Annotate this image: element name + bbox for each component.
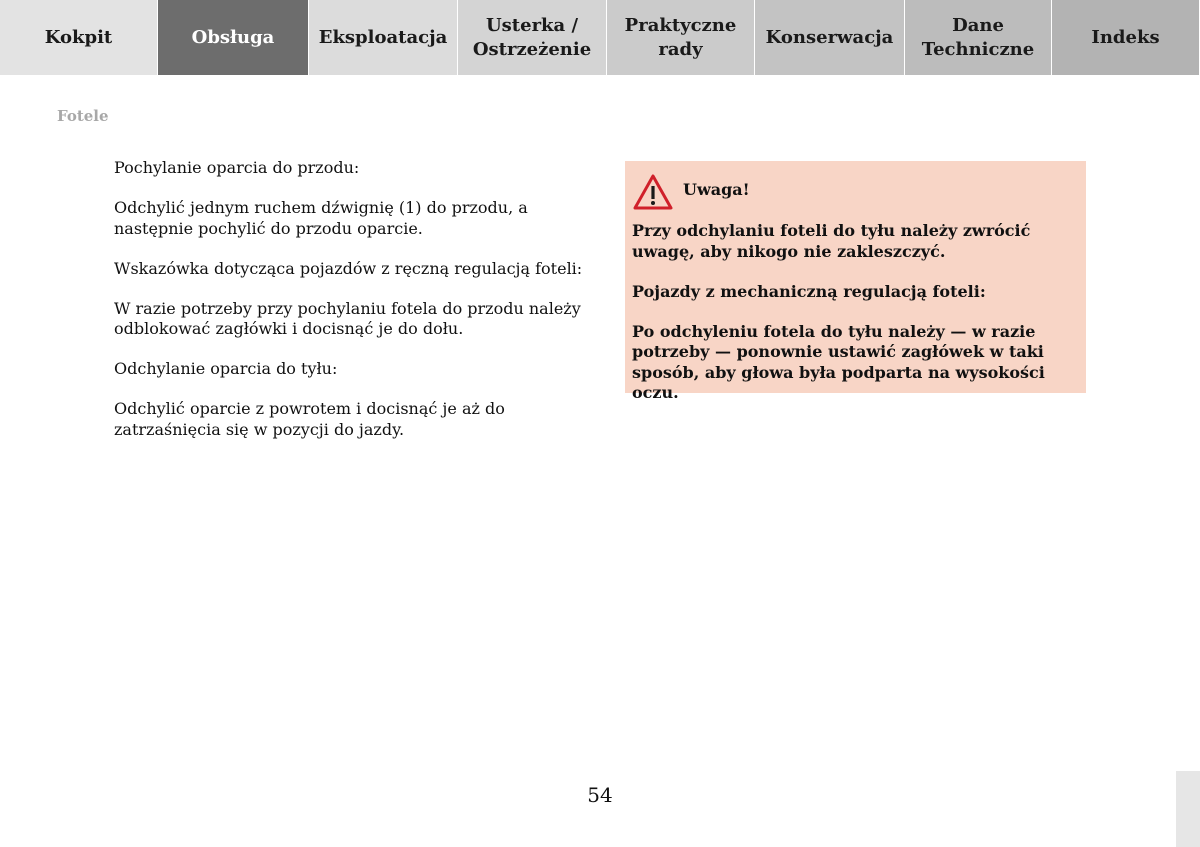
tab-obsluga[interactable]: Obsługa: [158, 0, 309, 75]
tab-indeks[interactable]: Indeks: [1052, 0, 1200, 75]
warning-box: [625, 161, 1086, 402]
body-paragraph: Odchylanie oparcia do tyłu:: [114, 359, 338, 378]
tab-usterka-ostrzezenie[interactable]: Usterka / Ostrzeżenie: [458, 0, 607, 75]
body-paragraph: W razie potrzeby przy pochylaniu fotela do przodu należy odblokować zagłówki i docisnąć je do dołu.: [114, 298, 581, 338]
section-title: Fotele: [57, 107, 109, 125]
warning-paragraph: Pojazdy z mechaniczną regulacją foteli:: [632, 281, 986, 301]
body-paragraph: Odchylić jednym ruchem dźwignię (1) do przodu, a następnie pochylić do przodu oparcie.: [114, 198, 528, 238]
tab-praktyczne-rady[interactable]: Praktyczne rady: [607, 0, 755, 75]
chapter-nav: [0, 0, 1200, 75]
page-number: 54: [587, 783, 613, 807]
body-paragraph: Odchylić oparcie z powrotem i docisnąć je aż do zatrzaśnięcia się w pozycji do jazdy.: [114, 399, 505, 439]
warning-header: [632, 173, 1076, 211]
instructions-column: [114, 158, 584, 460]
tab-eksploatacja[interactable]: Eksploatacja: [309, 0, 458, 75]
tab-dane-techniczne[interactable]: Dane Techniczne: [905, 0, 1052, 75]
warning-paragraph: Przy odchylaniu foteli do tyłu należy zwrócić uwagę, aby nikogo nie zakleszczyć.: [632, 221, 1031, 261]
tab-kokpit[interactable]: Kokpit: [0, 0, 158, 75]
warning-triangle-icon: [632, 173, 674, 211]
tab-konserwacja[interactable]: Konserwacja: [755, 0, 905, 75]
warning-paragraph: Po odchyleniu fotela do tyłu należy — w razie potrzeby — ponownie ustawić zagłówek w taki sposób, aby głowa była podparta na wysokości oczu.: [632, 321, 1045, 402]
body-paragraph: Pochylanie oparcia do przodu:: [114, 158, 360, 177]
body-paragraph: Wskazówka dotycząca pojazdów z ręczną regulacją foteli:: [114, 258, 583, 278]
warning-title: Uwaga!: [683, 179, 750, 199]
page-edge-tab: [1176, 771, 1200, 847]
